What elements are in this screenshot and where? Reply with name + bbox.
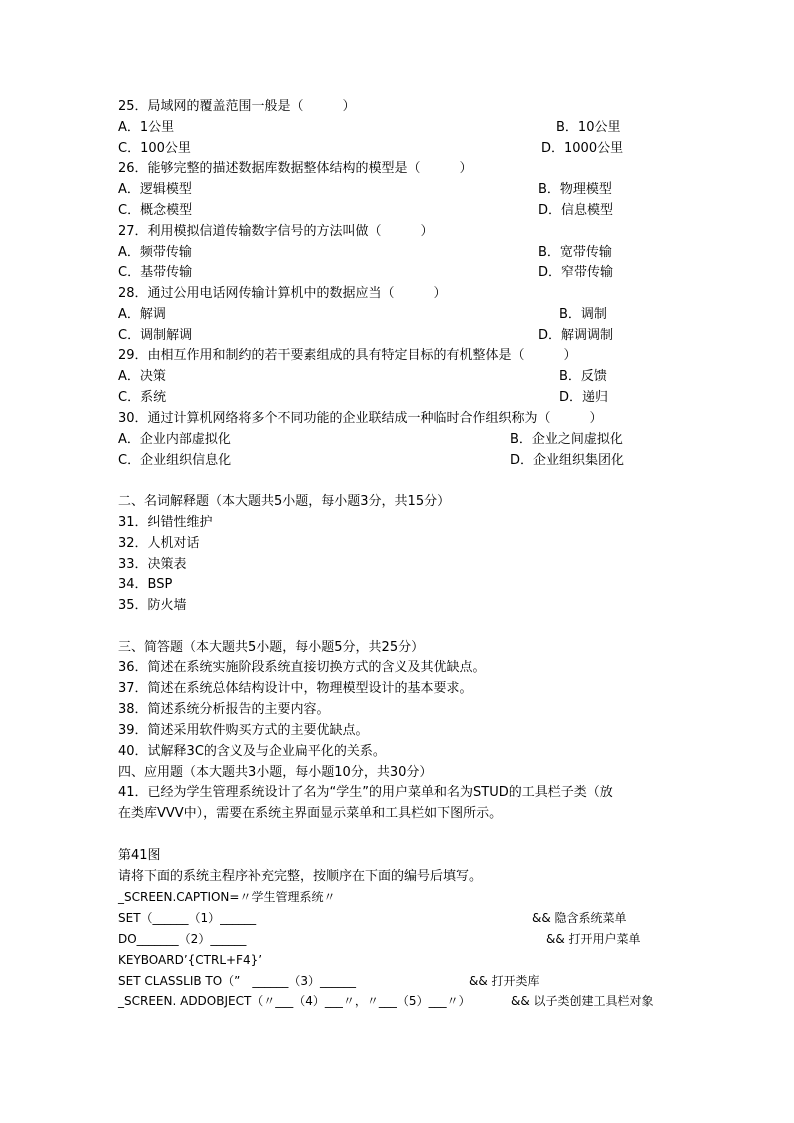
q27-option-c: C．基带传输 <box>118 265 193 280</box>
q26-option-a: A．逻辑模型 <box>118 182 192 197</box>
code-line: _SCREEN.CAPTION=〃学生管理系统〃 <box>118 890 336 904</box>
section-2-item: 31．纠错性维护 <box>118 515 213 530</box>
q28-option-a: A．解调 <box>118 307 166 322</box>
question-41-line1: 41．已经为学生管理系统设计了名为“学生”的用户菜单和名为STUD的工具栏子类（放 <box>118 785 613 800</box>
q29-option-d: D．递归 <box>559 390 609 405</box>
q25-option-c: C．100公里 <box>118 141 191 156</box>
section-3-item: 39．简述采用软件购买方式的主要优缺点。 <box>118 723 369 738</box>
q30-option-c: C．企业组织信息化 <box>118 453 232 468</box>
question-28: 28．通过公用电话网传输计算机中的数据应当（ ） <box>118 286 447 301</box>
q25-option-d: D．1000公里 <box>541 141 624 156</box>
section-4-title: 四、应用题（本大题共3小题，每小题10分，共30分） <box>118 765 433 780</box>
q27-option-b: B．宽带传输 <box>538 245 612 260</box>
section-3-item: 38．简述系统分析报告的主要内容。 <box>118 702 330 717</box>
question-41-line2: 在类库VVV中），需要在系统主界面显示菜单和工具栏如下图所示。 <box>118 806 503 821</box>
code-line: SET（______（1）______ <box>118 911 257 925</box>
q30-option-b: B．企业之间虚拟化 <box>510 432 623 447</box>
section-2-item: 33．决策表 <box>118 557 187 572</box>
code-line: SET CLASSLIB TO（” ______（3）______ <box>118 974 357 988</box>
q30-option-a: A．企业内部虚拟化 <box>118 432 231 447</box>
q26-option-b: B．物理模型 <box>538 182 612 197</box>
q30-option-d: D．企业组织集团化 <box>510 453 625 468</box>
section-3-item: 40．试解释3C的含义及与企业扁平化的关系。 <box>118 744 386 759</box>
code-line: DO_______（2）______ <box>118 932 247 946</box>
section-2-item: 32．人机对话 <box>118 536 200 551</box>
question-26: 26．能够完整的描述数据库数据整体结构的模型是（ ） <box>118 161 473 176</box>
q27-option-d: D．窄带传输 <box>538 265 614 280</box>
q29-option-c: C．系统 <box>118 390 167 405</box>
section-2-title: 二、名词解释题（本大题共5小题，每小题3分，共15分） <box>118 494 451 509</box>
q28-option-b: B．调制 <box>559 307 607 322</box>
q27-option-a: A．频带传输 <box>118 245 192 260</box>
code-comment: && 以子类创建工具栏对象 <box>511 994 654 1008</box>
instruction-text: 请将下面的系统主程序补充完整，按顺序在下面的编号后填写。 <box>118 869 483 884</box>
code-comment: && 隐含系统菜单 <box>532 911 627 925</box>
section-3-item: 37．简述在系统总体结构设计中，物理模型设计的基本要求。 <box>118 681 473 696</box>
q26-option-c: C．概念模型 <box>118 203 193 218</box>
question-27: 27．利用模拟信道传输数字信号的方法叫做（ ） <box>118 224 434 239</box>
q26-option-d: D．信息模型 <box>538 203 614 218</box>
section-3-item: 36．简述在系统实施阶段系统直接切换方式的含义及其优缺点。 <box>118 660 486 675</box>
question-29: 29．由相互作用和制约的若干要素组成的具有特定目标的有机整体是（ ） <box>118 348 577 363</box>
q25-option-b: B．10公里 <box>556 120 621 135</box>
code-line: _SCREEN. ADDOBJECT（〃___（4）___〃，〃___（5）___〃） <box>118 994 471 1008</box>
section-3-title: 三、简答题（本大题共5小题，每小题5分，共25分） <box>118 640 425 655</box>
code-line: KEYBOARD’{CTRL+F4}’ <box>118 953 263 967</box>
code-comment: && 打开类库 <box>469 974 540 988</box>
q29-option-a: A．决策 <box>118 369 166 384</box>
q28-option-c: C．调制解调 <box>118 328 193 343</box>
section-2-item: 35．防火墙 <box>118 598 187 613</box>
figure-caption: 第41图 <box>118 848 161 863</box>
q29-option-b: B．反馈 <box>559 369 607 384</box>
code-comment: && 打开用户菜单 <box>546 932 641 946</box>
section-2-item: 34．BSP <box>118 577 173 592</box>
question-25: 25．局域网的覆盖范围一般是（ ） <box>118 99 356 114</box>
question-30: 30．通过计算机网络将多个不同功能的企业联结成一种临时合作组织称为（ ） <box>118 411 603 426</box>
q25-option-a: A．1公里 <box>118 120 175 135</box>
q28-option-d: D．解调调制 <box>538 328 614 343</box>
